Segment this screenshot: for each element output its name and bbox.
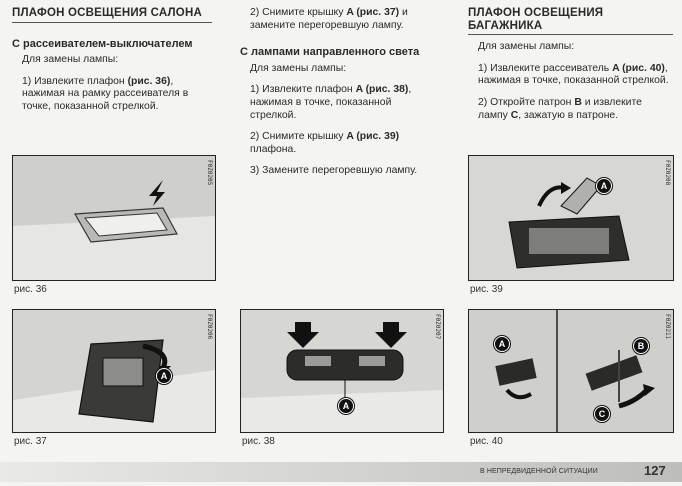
step-2-text: 2) Снимите крышку A (рис. 37) и замените перегоревшую лампу. (250, 7, 408, 31)
column-2 (240, 0, 440, 187)
intro-text: Для замены лампы: (22, 54, 119, 66)
page-footer (0, 462, 682, 482)
figure-38-caption: рис. 38 (242, 436, 275, 447)
column-3 (468, 0, 673, 131)
ceiling-light-illustration (13, 156, 215, 280)
spot-step-3-text: 3) Замените перегоревшую лампу. (250, 165, 418, 177)
figure-39-image (468, 155, 674, 281)
figure-code: F0Z0207 (434, 314, 441, 340)
page-number: 127 (644, 463, 666, 478)
intro-text-2: Для замены лампы: (250, 62, 347, 74)
callout-a: A (156, 368, 172, 384)
lamp-cover-removal-illustration (469, 156, 673, 280)
trunk-step-1-text: 1) Извлеките рассеиватель A (рис. 40), нажимая в точке, показанной стрелкой. (478, 62, 669, 87)
figure-40-caption: рис. 40 (470, 436, 503, 447)
figure-37-caption: рис. 37 (14, 436, 47, 447)
step-1-text: 1) Извлеките плафон (рис. 36), нажимая на рамку рассеивателя в точке, показанной стрелкой. (22, 75, 189, 112)
callout-b: B (633, 338, 649, 354)
column-1 (12, 0, 212, 123)
trunk-light-illustration (469, 310, 673, 432)
callout-a: A (596, 178, 612, 194)
spotlights-illustration (241, 310, 443, 432)
figure-39-caption: рис. 39 (470, 284, 503, 295)
figure-36-image (12, 155, 216, 281)
figure-code: F0Z0211 (664, 314, 671, 340)
callout-a: A (338, 398, 354, 414)
figure-36-caption: рис. 36 (14, 284, 47, 295)
figure-code: F0Z0205 (206, 160, 213, 186)
callout-a: A (494, 336, 510, 352)
figure-code: F0Z0206 (206, 314, 213, 340)
subsection-title-diffuser-switch: С рассеивателем-выключателем (12, 37, 193, 50)
section-title-trunk-light: ПЛАФОН ОСВЕЩЕНИЯ БАГАЖНИКА (468, 0, 673, 35)
subsection-title-spotlights: С лампами направленного света (240, 46, 420, 59)
trunk-step-2-text: 2) Откройте патрон B и извлеките лампу C, зажатую в патроне. (478, 96, 642, 121)
spot-step-2-text: 2) Снимите крышку A (рис. 39) плафона. (250, 131, 400, 155)
spot-step-1-text: 1) Извлеките плафон A (рис. 38), нажимая в точке, показанной стрелкой. (250, 84, 412, 121)
figure-38-image (240, 309, 444, 433)
lamp-cover-illustration (13, 310, 215, 432)
figure-40-image (468, 309, 674, 433)
figure-code: F0Z0208 (664, 160, 671, 186)
footer-section-label: В НЕПРЕДВИДЕННОЙ СИТУАЦИИ (480, 468, 598, 475)
intro-text-3: Для замены лампы: (478, 41, 575, 53)
section-title-cabin-light: ПЛАФОН ОСВЕЩЕНИЯ САЛОНА (12, 0, 212, 23)
callout-c: C (594, 406, 610, 422)
figure-37-image (12, 309, 216, 433)
